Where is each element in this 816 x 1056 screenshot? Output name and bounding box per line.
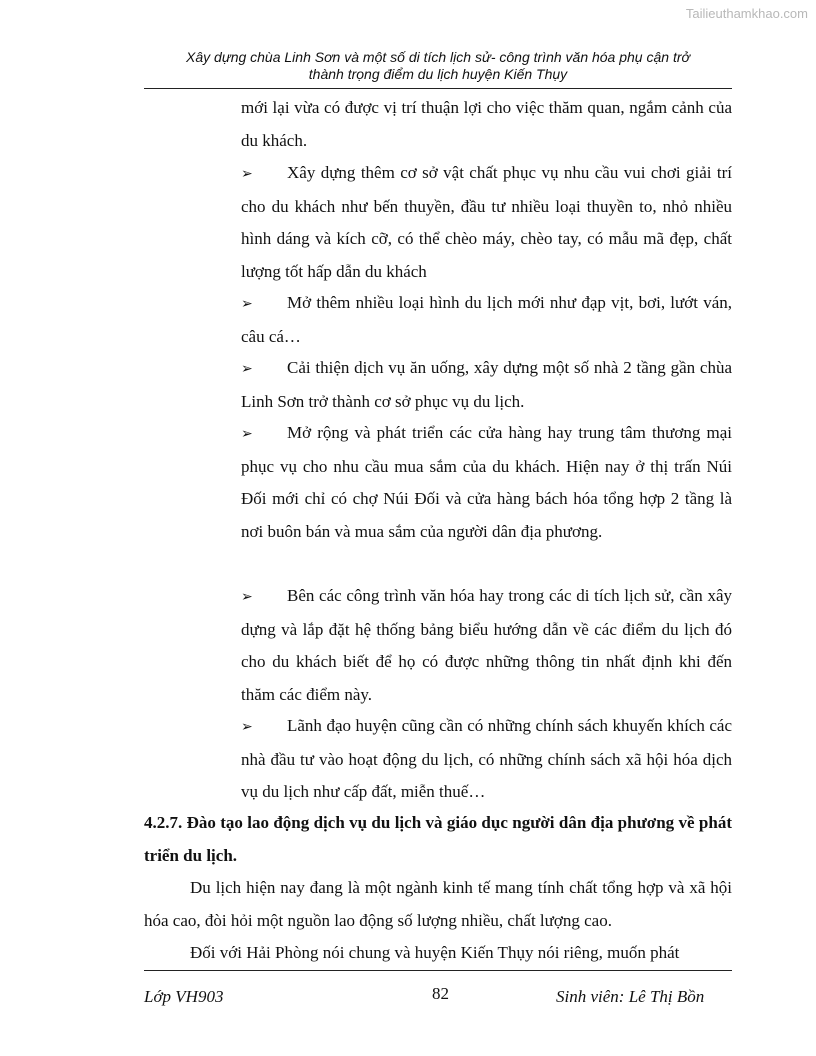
bullet-arrow-icon: ➢ bbox=[241, 719, 253, 735]
bullet-item bbox=[241, 417, 732, 548]
header-line-2: thành trọng điểm du lịch huyện Kiến Thụy bbox=[308, 66, 568, 82]
footer-student: Sinh viên: Lê Thị Bồn bbox=[556, 987, 705, 1006]
body-paragraph: Đối với Hải Phòng nói chung và huyện Kiến Thụy nói riêng, muốn phát bbox=[190, 943, 680, 962]
bullet-item bbox=[241, 157, 732, 288]
footer-class: Lớp VH903 bbox=[144, 987, 224, 1006]
bullet-arrow-icon: ➢ bbox=[241, 361, 253, 377]
continuation-paragraph: mới lại vừa có được vị trí thuận lợi cho việc thăm quan, ngắm cảnh của du khách. bbox=[241, 98, 732, 150]
bullet-arrow-icon: ➢ bbox=[241, 426, 253, 442]
bullet-text: Bên các công trình văn hóa hay trong các di tích lịch sử, cần xây dựng và lắp đặt hệ thống bảng biểu hướng dẫn về các điểm du lịch đó cho du khách biết để họ có được những thông tin nhất định khi đến thăm các điểm này. bbox=[241, 586, 732, 704]
watermark: Tailieuthamkhao.com bbox=[685, 6, 808, 21]
header-line-1: Xây dựng chùa Linh Sơn và một số di tích lịch sử- công trình văn hóa phụ cận trở bbox=[186, 49, 690, 65]
bullet-arrow-icon: ➢ bbox=[241, 589, 253, 605]
bullet-text: Cải thiện dịch vụ ăn uống, xây dựng một số nhà 2 tầng gần chùa Linh Sơn trở thành cơ sở phục vụ du lịch. bbox=[241, 358, 732, 411]
body-paragraph: Du lịch hiện nay đang là một ngành kinh tế mang tính chất tổng hợp và xã hội hóa cao, đòi hỏi một nguồn lao động số lượng nhiều, chất lượng cao. bbox=[144, 878, 732, 930]
bullet-text: Mở thêm nhiều loại hình du lịch mới như đạp vịt, bơi, lướt ván, câu cá… bbox=[241, 293, 732, 346]
running-header bbox=[144, 49, 732, 83]
page-number: 82 bbox=[432, 984, 449, 1003]
bullet-item bbox=[241, 287, 732, 353]
bullet-arrow-icon: ➢ bbox=[241, 296, 253, 312]
bullet-item bbox=[241, 352, 732, 418]
header-divider bbox=[144, 88, 732, 89]
footer-divider bbox=[144, 970, 732, 971]
bullet-text: Lãnh đạo huyện cũng cần có những chính sách khuyến khích các nhà đầu tư vào hoạt động du lịch, có những chính sách xã hội hóa dịch vụ du lịch như cấp đất, miễn thuế… bbox=[241, 716, 732, 802]
bullet-text: Mở rộng và phát triển các cửa hàng hay trung tâm thương mại phục vụ cho nhu cầu mua sắm của du khách. Hiện nay ở thị trấn Núi Đối mới chỉ có chợ Núi Đối và cửa hàng bách hóa tổng hợp 2 tầng là nơi buôn bán và mua sắm của người dân địa phương. bbox=[241, 423, 732, 541]
bullet-arrow-icon: ➢ bbox=[241, 166, 253, 182]
bullet-item bbox=[241, 710, 732, 809]
bullet-text: Xây dựng thêm cơ sở vật chất phục vụ nhu cầu vui chơi giải trí cho du khách như bến thuyền, đầu tư nhiều loại thuyền to, nhỏ nhiều hình dáng và kích cỡ, có thể chèo máy, chèo tay, có mẫu mã đẹp, chất lượng tốt hấp dẫn du khách bbox=[241, 163, 732, 281]
section-heading: 4.2.7. Đào tạo lao động dịch vụ du lịch và giáo dục người dân địa phương về phát triển du lịch. bbox=[144, 813, 732, 865]
bullet-item bbox=[241, 580, 732, 711]
